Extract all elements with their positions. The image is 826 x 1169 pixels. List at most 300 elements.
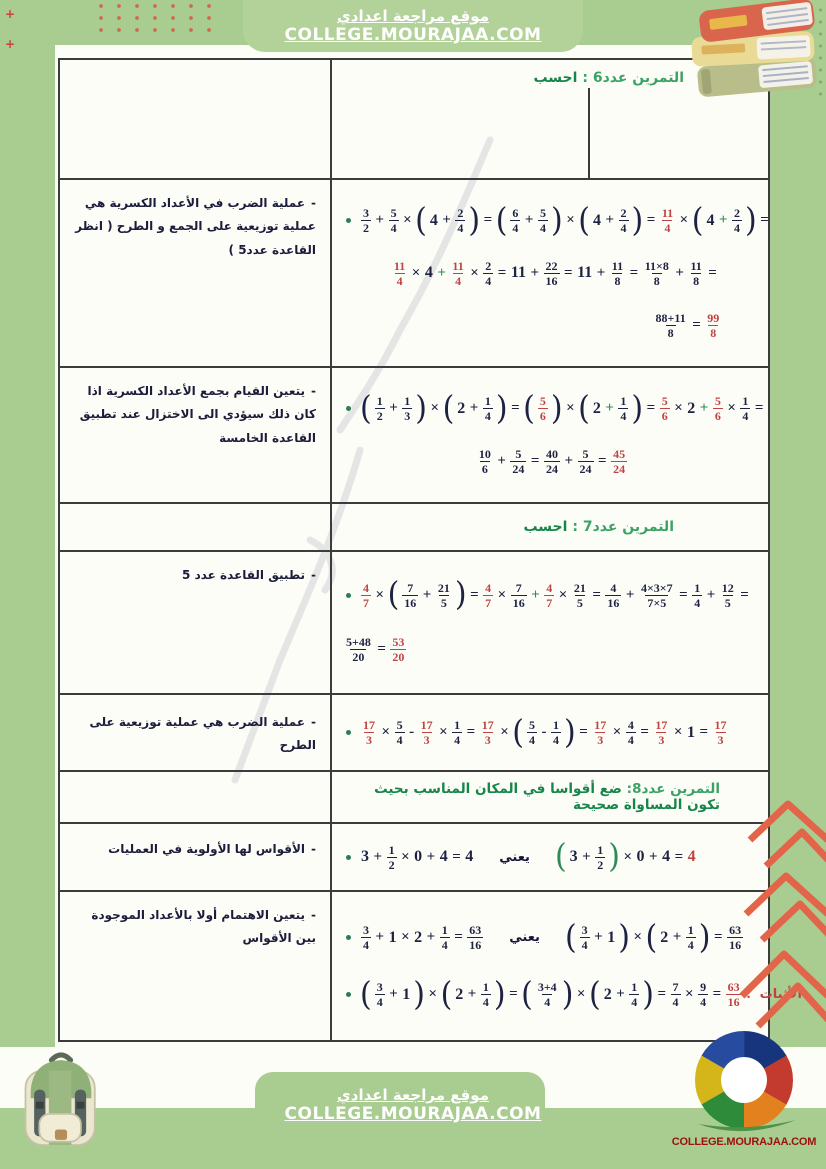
denominator: 4: [581, 938, 588, 952]
denominator: 16: [607, 595, 620, 610]
numerator: 2: [734, 206, 740, 221]
title-cell: [332, 772, 768, 822]
numerator: 3: [363, 206, 369, 221]
denominator: 4: [664, 221, 671, 236]
parenthesis: (: [387, 575, 400, 615]
numerator: 1: [620, 394, 627, 409]
operator: +: [564, 452, 574, 469]
fraction: [580, 924, 590, 951]
numerator: 17: [420, 718, 433, 732]
parenthesis: ): [413, 974, 425, 1014]
operator: +: [596, 264, 606, 281]
denominator: 4: [363, 938, 369, 952]
parenthesis: (: [578, 201, 590, 240]
fraction: [618, 395, 628, 422]
bullet-icon: [346, 218, 351, 223]
fraction: [361, 207, 371, 234]
fraction: [740, 395, 750, 422]
numerator: 2: [620, 206, 627, 221]
denominator: 4: [620, 409, 627, 424]
worksheet-row: [60, 824, 768, 892]
cross-mark-icon: +: [5, 7, 16, 21]
numerator: 9: [700, 980, 707, 994]
parenthesis: ): [468, 201, 481, 240]
denominator: 4: [687, 938, 694, 952]
math-line: [338, 575, 762, 615]
operator: =: [714, 929, 723, 945]
denominator: 4: [700, 995, 707, 1009]
note-cell: [60, 504, 332, 550]
number: 4: [429, 211, 438, 229]
numerator: 17: [363, 718, 375, 732]
fraction: [481, 981, 491, 1008]
fraction: [732, 207, 742, 234]
operator: =: [483, 212, 493, 229]
fraction: [477, 448, 493, 475]
operator: =: [754, 400, 764, 417]
numerator: 1: [484, 394, 491, 409]
numerator: 5: [582, 446, 589, 461]
fraction: [544, 582, 554, 609]
fraction: [544, 448, 560, 475]
operator: +: [582, 848, 591, 865]
numerator: 11×8: [644, 258, 669, 273]
denominator: 4: [457, 221, 464, 236]
parenthesis: (: [495, 201, 508, 240]
denominator: 20: [392, 650, 405, 665]
denominator: 3: [597, 733, 604, 747]
number: 4: [424, 264, 433, 281]
parenthesis: (: [360, 389, 372, 428]
parenthesis: (: [564, 917, 577, 957]
numerator: 1: [482, 980, 489, 994]
denominator: 4: [482, 995, 489, 1009]
denominator: 4: [620, 221, 627, 236]
operator: =: [598, 452, 607, 469]
numerator: 1: [597, 842, 604, 857]
number: 2: [455, 985, 464, 1003]
parenthesis: (: [554, 837, 567, 876]
site-url: COLLEGE.MOURAJAA.COM: [284, 25, 542, 45]
fraction: [375, 981, 385, 1008]
parenthesis: ): [550, 389, 563, 428]
parenthesis: (: [645, 917, 658, 957]
fraction: [611, 448, 627, 475]
denominator: 4: [552, 733, 559, 747]
operator: ×: [633, 929, 642, 945]
numerator: 1: [454, 718, 461, 732]
denominator: 4: [528, 733, 535, 747]
fraction: [510, 448, 526, 475]
operator: :: [746, 986, 752, 1002]
operator: ×: [558, 586, 568, 603]
worksheet-row: [60, 695, 768, 772]
fraction: [639, 582, 675, 609]
exercise-title-part: التمرين عدد7 :: [567, 519, 674, 535]
numerator: 6: [512, 206, 519, 221]
fraction: [605, 582, 621, 609]
numerator: 3: [581, 923, 588, 937]
denominator: 2: [363, 221, 369, 236]
numerator: 11: [452, 258, 464, 273]
exercise-title-part: ضع أقواسا في المكان المناسب بحيث تكون المساواة صحيحة: [374, 781, 720, 813]
numerator: 11: [611, 258, 624, 273]
fraction: [480, 719, 496, 746]
numerator: 17: [594, 718, 607, 732]
math-line: [338, 260, 771, 287]
fraction: [392, 260, 407, 287]
numerator: 1: [687, 923, 694, 937]
math-line: [338, 448, 766, 475]
operator: =: [674, 848, 684, 865]
operator: =: [466, 724, 476, 740]
numerator: 5: [528, 718, 535, 732]
operator: +: [373, 848, 383, 865]
math-line: [338, 636, 762, 663]
bullet-icon: [346, 730, 351, 735]
numerator: 5: [396, 718, 403, 732]
math-cell: [332, 695, 768, 770]
numerator: 2: [457, 206, 464, 221]
note-bullet: -: [311, 715, 316, 729]
operator: ×: [401, 848, 410, 865]
number: 3: [569, 848, 578, 865]
operator: =: [679, 586, 688, 603]
site-logo: [668, 1028, 820, 1168]
operator: +: [437, 264, 446, 281]
operator: ×: [411, 264, 421, 281]
number: 2: [592, 399, 601, 417]
fraction: [483, 395, 493, 422]
numerator: 88+11: [655, 310, 686, 325]
worksheet-row: [60, 552, 768, 695]
fraction: [402, 395, 412, 422]
fraction: [375, 395, 385, 422]
denominator: 2: [376, 409, 383, 424]
operator: =: [511, 400, 520, 417]
denominator: 7: [485, 595, 492, 610]
numerator: 21: [437, 580, 450, 595]
exercise-title-row: [60, 772, 768, 824]
denominator: 7: [363, 595, 369, 610]
operator: ×: [500, 724, 509, 740]
operator: +: [675, 264, 684, 281]
bullet-icon: [346, 992, 351, 997]
numerator: 17: [655, 718, 668, 732]
number: 0: [414, 848, 423, 865]
numerator: 3: [376, 980, 383, 994]
numerator: 4: [485, 580, 492, 595]
fraction: [654, 312, 688, 339]
numerator: 4: [546, 580, 553, 595]
arabic-word: يعني: [509, 930, 540, 945]
note-text: يتعين الاهتمام أولا بالأعداد الموجودة بين الأقواس: [91, 908, 316, 946]
parenthesis: (: [691, 201, 704, 240]
operator: =: [692, 316, 701, 333]
operator: +: [524, 212, 534, 229]
parenthesis: ): [454, 575, 467, 615]
fraction: [361, 719, 377, 746]
number: 4: [687, 848, 696, 865]
operator: ×: [470, 264, 479, 281]
math-line: [338, 312, 771, 339]
numerator: 1: [631, 980, 638, 994]
parenthesis: (: [442, 389, 455, 428]
numerator: 1: [388, 842, 395, 857]
operator: =: [740, 586, 749, 603]
numerator: 63: [729, 923, 742, 937]
operator: +: [497, 452, 506, 469]
parenthesis: ): [631, 389, 644, 428]
denominator: 4: [485, 273, 492, 288]
numerator: 5: [515, 446, 522, 461]
operator: =: [592, 586, 601, 603]
operator: +: [467, 986, 477, 1002]
operator: +: [426, 929, 436, 945]
parenthesis: (: [521, 974, 533, 1014]
operator: =: [760, 212, 769, 229]
fraction: [698, 981, 708, 1008]
note-cell: [60, 60, 332, 178]
denominator: 4: [627, 733, 634, 747]
operator: =: [377, 641, 386, 658]
denominator: 3: [366, 733, 372, 747]
number: 11: [510, 264, 526, 281]
parenthesis: ): [745, 201, 757, 240]
note-cell: [60, 772, 332, 822]
denominator: 6: [661, 409, 668, 424]
fraction: [455, 207, 465, 234]
operator: -: [541, 724, 547, 740]
denominator: 4: [454, 733, 461, 747]
math-cell: [332, 368, 772, 502]
parenthesis: ): [642, 974, 654, 1014]
note-bullet: -: [311, 908, 316, 922]
operator: +: [422, 586, 432, 603]
number: 2: [414, 928, 423, 946]
denominator: 3: [717, 733, 724, 747]
operator: +: [706, 586, 716, 603]
parenthesis: (: [588, 974, 601, 1014]
note-bullet: -: [311, 384, 316, 398]
parenthesis: ): [563, 712, 576, 752]
number: 2: [603, 985, 612, 1003]
operator: +: [469, 400, 479, 417]
numerator: 17: [481, 718, 494, 732]
fraction: [592, 719, 608, 746]
operator: ×: [428, 986, 438, 1002]
fraction: [483, 260, 493, 287]
fraction: [720, 582, 736, 609]
numerator: 1: [742, 394, 749, 409]
denominator: 4: [396, 733, 403, 747]
numerator: 17: [714, 718, 727, 732]
fraction: [536, 981, 559, 1008]
note-text: عملية الضرب هي عملية توزيعية على الطرح: [89, 715, 316, 753]
denominator: 20: [352, 650, 365, 665]
math-line: [338, 201, 771, 240]
fraction: [713, 395, 723, 422]
denominator: 8: [667, 325, 674, 340]
operator: ×: [375, 586, 385, 603]
denominator: 16: [469, 938, 482, 952]
fraction: [705, 312, 721, 339]
note-cell: [60, 552, 332, 693]
fraction: [578, 448, 594, 475]
operator: =: [470, 586, 479, 603]
operator: +: [389, 400, 398, 417]
denominator: 6: [481, 461, 488, 476]
numerator: 5+48: [346, 635, 371, 650]
denominator: 2: [388, 857, 395, 872]
numerator: 45: [613, 446, 626, 461]
fraction: [527, 719, 537, 746]
numerator: 4: [627, 718, 634, 732]
operator: =: [699, 724, 708, 740]
parenthesis: (: [523, 389, 535, 428]
fraction: [660, 395, 670, 422]
denominator: 4: [455, 273, 462, 288]
note-cell: [60, 695, 332, 770]
number: 2: [687, 399, 696, 417]
operator: +: [531, 586, 540, 603]
worksheet-row: [60, 180, 768, 368]
site-url: COLLEGE.MOURAJAA.COM: [284, 1104, 542, 1124]
exercise-title: [338, 781, 762, 813]
title-cell: [332, 504, 768, 550]
numerator: 63: [727, 980, 740, 994]
site-name-arabic: موقع مراجعة اعدادي: [337, 7, 489, 25]
parenthesis: ): [698, 917, 711, 957]
fraction: [344, 636, 373, 663]
parenthesis: (: [440, 974, 453, 1014]
denominator: 3: [658, 733, 665, 747]
numerator: 7: [672, 980, 679, 994]
denominator: 8: [710, 325, 717, 340]
exercise-title-part: احسب: [533, 70, 578, 86]
math-cell: [332, 824, 768, 890]
fraction: [671, 981, 681, 1008]
fraction: [395, 719, 405, 746]
operator: +: [594, 929, 603, 945]
note-bullet: -: [311, 196, 316, 210]
denominator: 4: [734, 221, 740, 236]
numerator: 11: [690, 258, 702, 273]
denominator: 8: [653, 273, 660, 288]
operator: +: [699, 400, 709, 417]
arabic-word: يعني: [499, 849, 530, 865]
fraction: [551, 719, 561, 746]
numerator: 3+4: [537, 980, 557, 994]
denominator: 4: [631, 995, 638, 1009]
parenthesis: ): [608, 837, 620, 876]
number: 2: [457, 399, 466, 417]
operator: +: [389, 986, 398, 1002]
fraction: [511, 582, 527, 609]
denominator: 16: [729, 938, 742, 952]
numerator: 5: [390, 206, 397, 221]
operator: ×: [685, 986, 694, 1002]
operator: +: [672, 929, 682, 945]
note-bullet: -: [311, 568, 316, 582]
fraction: [483, 582, 493, 609]
operator: +: [442, 212, 451, 229]
denominator: 6: [714, 409, 721, 424]
note-text: يتعين القيام بجمع الأعداد الكسرية اذا كان ذلك سيؤدي الى الاختزال عند تطبيق القاعدة الخامسة: [79, 384, 316, 445]
fraction: [610, 260, 625, 287]
parenthesis: ): [495, 389, 508, 428]
numerator: 1: [694, 580, 701, 595]
note-cell: [60, 368, 332, 502]
denominator: 7×5: [647, 595, 667, 610]
operator: =: [708, 264, 717, 281]
fraction: [544, 260, 560, 287]
numerator: 4: [363, 580, 369, 595]
number: 3: [361, 848, 369, 865]
fraction: [389, 207, 399, 234]
book-ribbon-line: [588, 88, 590, 178]
number: 4: [439, 848, 448, 865]
numerator: 5: [539, 394, 546, 409]
exercise-title-part: التمرين عدد8:: [621, 781, 720, 797]
note-cell: [60, 180, 332, 366]
operator: =: [646, 400, 656, 417]
books-stack-icon: [672, 0, 826, 106]
operator: =: [657, 986, 667, 1002]
note-cell: [60, 824, 332, 890]
operator: =: [530, 452, 540, 469]
numerator: 10: [478, 446, 491, 461]
operator: ×: [673, 724, 683, 740]
backpack-icon: [8, 1048, 114, 1152]
operator: ×: [727, 400, 736, 417]
number: 1: [402, 985, 411, 1003]
worksheet-row: [60, 368, 768, 504]
denominator: 24: [545, 461, 558, 476]
operator: =: [640, 724, 649, 740]
fraction: [538, 207, 548, 234]
numerator: 3: [363, 923, 369, 937]
cross-mark-icon: +: [5, 37, 16, 51]
fraction: [595, 844, 605, 871]
numerator: 11: [661, 206, 674, 221]
numerator: 2: [485, 258, 492, 273]
operator: +: [718, 212, 728, 229]
note-bullet: -: [311, 842, 316, 856]
denominator: 16: [545, 273, 558, 288]
fraction: [686, 924, 696, 951]
numerator: 5: [714, 394, 721, 409]
numerator: 4: [610, 580, 617, 595]
operator: ×: [401, 929, 410, 945]
parenthesis: ): [550, 201, 563, 240]
exercise-title-row: [60, 60, 768, 180]
operator: +: [530, 264, 540, 281]
denominator: 24: [512, 461, 525, 476]
numerator: 99: [707, 310, 720, 325]
denominator: 4: [441, 938, 448, 952]
parenthesis: (: [512, 712, 524, 752]
operator: +: [649, 848, 658, 865]
note-text: الأقواس لها الأولوية في العمليات: [108, 842, 306, 856]
denominator: 4: [672, 995, 679, 1009]
bullet-icon: [346, 406, 351, 411]
worksheet-row: [60, 892, 802, 1040]
fraction: [688, 260, 703, 287]
operator: ×: [679, 212, 689, 229]
numerator: 5: [661, 394, 668, 409]
numerator: 7: [407, 580, 414, 595]
